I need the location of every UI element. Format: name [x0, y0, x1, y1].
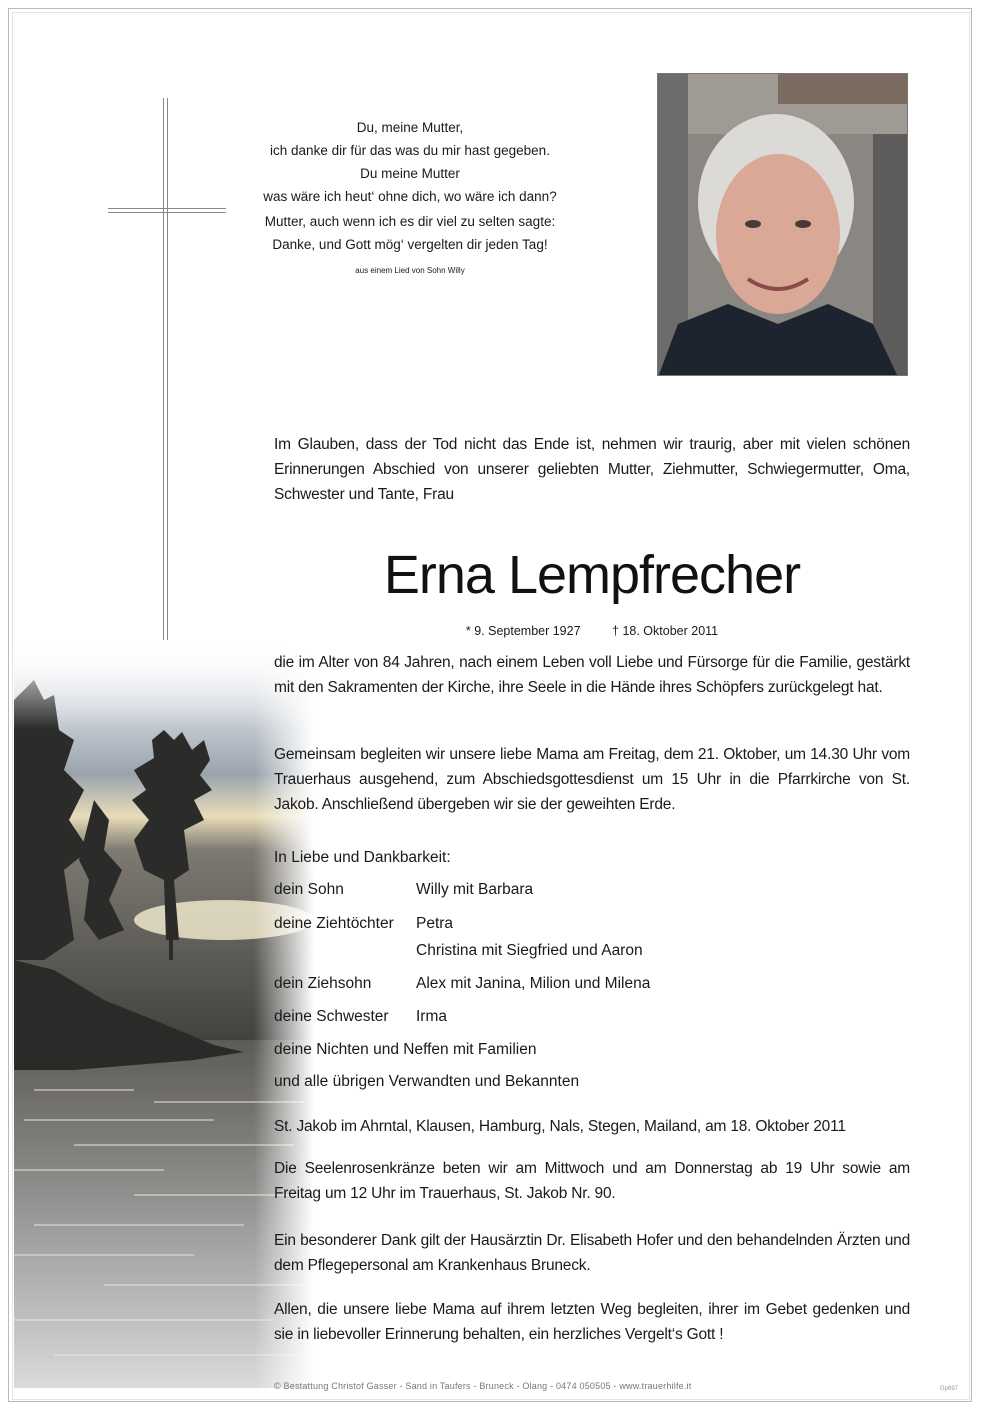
mourner-row: [274, 938, 643, 963]
document-code: Gp697: [940, 1386, 959, 1392]
mourner-relation: deine Schwester: [274, 1008, 389, 1025]
poem-line: Mutter, auch wenn ich es dir viel zu selten sagte:: [264, 214, 556, 229]
portrait-photo: [657, 73, 908, 376]
funeral-home-footer: © Bestattung Christof Gasser - Sand in Taufers - Bruneck - Olang - 0474 050505 - www.trauerhilfe.it: [274, 1381, 692, 1391]
mourner-names: Alex mit Janina, Milion und Milena: [416, 975, 651, 992]
mourner-names: Christina mit Siegfried und Aaron: [416, 942, 643, 959]
mourner-names: Petra: [416, 915, 454, 932]
mourner-relation: dein Sohn: [274, 881, 344, 898]
mourner-relation: deine Nichten und Neffen mit Familien: [274, 1041, 537, 1058]
death-date: † 18. Oktober 2011: [612, 624, 719, 638]
poem-line: Danke, und Gott mög‘ vergelten dir jeden Tag!: [272, 237, 548, 252]
mourner-row: [274, 971, 650, 996]
rosary-info: Die Seelenrosenkränze beten wir am Mittwoch und am Donnerstag ab 19 Uhr sowie am Freitag um 12 Uhr im Trauerhaus, St. Jakob Nr. 90.: [274, 1160, 910, 1202]
mourner-relation: und alle übrigen Verwandten und Bekannten: [274, 1073, 580, 1090]
birth-date: * 9. September 1927: [465, 624, 581, 638]
mourners-intro: In Liebe und Dankbarkeit:: [274, 849, 451, 866]
intro-text: Im Glauben, dass der Tod nicht das Ende ist, nehmen wir traurig, aber mit vielen schönen Erinnerungen Abschied von unserer geliebten Mutter, Ziehmutter, Schwiegermutter, Oma, Schwester und Tante, Frau: [274, 436, 910, 503]
poem-stanza-2: [255, 210, 565, 256]
poem-stanza-1: [255, 116, 565, 208]
mourner-row: [274, 1069, 579, 1094]
deceased-name: Erna Lempfrecher: [383, 545, 801, 605]
funeral-info: Gemeinsam begleiten wir unsere liebe Mama am Freitag, dem 21. Oktober, um 14.30 Uhr vom Trauerhaus ausgehend, zum Abschiedsgottesdienst um 15 Uhr in die Pfarrkirche von St. Jakob. Anschließend übergeben wir sie der geweihten Erde.: [274, 746, 910, 813]
mourner-names: Willy mit Barbara: [416, 881, 534, 898]
cross-icon-horizontal: [108, 208, 226, 213]
poem-credit: aus einem Lied von Sohn Willy: [355, 266, 465, 275]
mourner-row: [274, 877, 533, 902]
mourner-row: [274, 1037, 537, 1062]
place-and-date: St. Jakob im Ahrntal, Klausen, Hamburg, Nals, Stegen, Mailand, am 18. Oktober 2011: [274, 1118, 846, 1135]
poem-line: ich danke dir für das was du mir hast gegeben.: [270, 143, 550, 158]
mourner-names: Irma: [416, 1008, 447, 1025]
poem-line: Du meine Mutter: [360, 166, 460, 181]
mourner-relation: deine Ziehtöchter: [274, 915, 394, 932]
mourner-row: [274, 911, 453, 936]
cross-icon-vertical: [163, 98, 168, 658]
poem-line: Du, meine Mutter,: [356, 120, 464, 135]
mourner-relation: dein Ziehsohn: [274, 975, 372, 992]
life-dates: [274, 622, 910, 640]
poem: [255, 116, 565, 278]
mourner-row: [274, 1004, 447, 1029]
closing-thanks: Allen, die unsere liebe Mama auf ihrem letzten Weg begleiten, ihrer im Gebet gedenken und sie in liebevoller Erinnerung behalten, ein herzliches Vergelt‘s Gott !: [274, 1301, 910, 1343]
poem-line: was wäre ich heut‘ ohne dich, wo wäre ich dann?: [263, 189, 557, 204]
lake-sunset-image: [14, 640, 314, 1388]
life-summary: die im Alter von 84 Jahren, nach einem Leben voll Liebe und Fürsorge für die Familie, gestärkt mit den Sakramenten der Kirche, ihre Seele in die Hände ihres Schöpfers zurückgelegt hat.: [274, 654, 910, 696]
doctor-thanks: Ein besonderer Dank gilt der Hausärztin Dr. Elisabeth Hofer und den behandelnden Ärzten und dem Pflegepersonal am Krankenhaus Bruneck.: [274, 1232, 910, 1274]
